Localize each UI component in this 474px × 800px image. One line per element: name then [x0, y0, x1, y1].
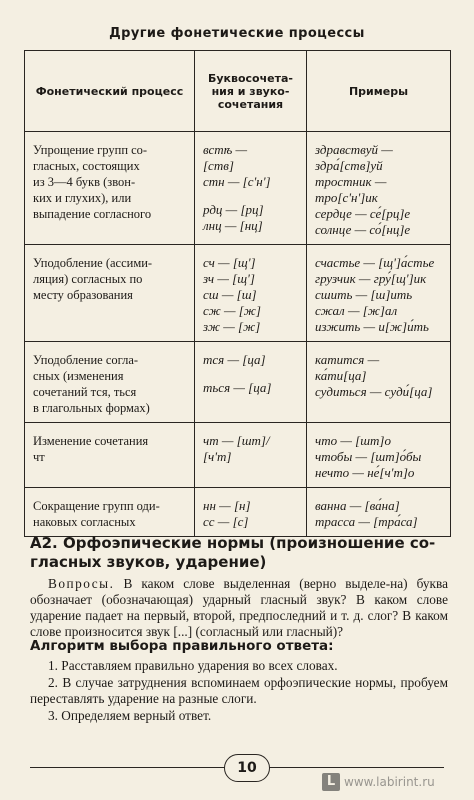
example-line: изжить — и[ж]и́ть	[315, 319, 429, 334]
algorithm-steps	[30, 658, 448, 724]
process-cell	[25, 132, 195, 245]
watermark-logo-icon: L	[322, 773, 340, 791]
watermark	[322, 770, 435, 794]
process-line: сных (изменения	[33, 369, 124, 383]
example-line: здра́[ств]уй	[315, 158, 383, 173]
process-line: сочетаний тся, ться	[33, 385, 137, 399]
header-combos: Буквосочета-ния и звуко-сочетания	[195, 51, 307, 132]
process-line: выпадение согласного	[33, 207, 152, 221]
process-line: ляция) согласных по	[33, 272, 143, 286]
header-process: Фонетический процесс	[25, 51, 195, 132]
table-row	[25, 245, 451, 342]
example-line: тростник —	[315, 174, 387, 189]
example-line: чтобы — [шт]о́бы	[315, 449, 422, 464]
example-line: ванна — [ва́на]	[315, 498, 400, 513]
table-title: Другие фонетические процессы	[109, 26, 365, 41]
combo-line: сж — [ж]	[203, 303, 261, 318]
process-cell	[25, 245, 195, 342]
example-line: сердце — се́[рц]е	[315, 206, 411, 221]
combo-line: [ч'т]	[203, 449, 232, 464]
table-row	[25, 132, 451, 245]
table-row	[25, 423, 451, 488]
combo-line: зж — [ж]	[203, 319, 261, 334]
process-line: Уподобление согла-	[33, 353, 139, 367]
process-cell	[25, 488, 195, 537]
combo-line: ться — [ца]	[203, 380, 272, 395]
combo-line: нн — [н]	[203, 498, 251, 513]
combo-line: [ств]	[203, 158, 234, 173]
example-line: здравствуй —	[315, 142, 393, 157]
combo-line: сс — [с]	[203, 514, 249, 529]
examples-cell	[307, 245, 451, 342]
section-a2-title: А2. Орфоэпические нормы (произношение со-гласных звуков, ударение)	[30, 534, 436, 571]
combo-line: рдц — [рц]	[203, 202, 264, 217]
process-line: месту образования	[33, 288, 133, 302]
algorithm-step: 3. Определяем верный ответ.	[48, 707, 212, 723]
watermark-text: www.labirint.ru	[344, 775, 435, 789]
example-line: ка́ти[ца]	[315, 368, 367, 383]
header-examples: Примеры	[307, 51, 451, 132]
process-line: Упрощение групп со-	[33, 143, 148, 157]
example-line: грузчик — гру́[щ']ик	[315, 271, 427, 286]
combos-cell	[195, 423, 307, 488]
example-line: нечто — не́[ч'т]о	[315, 465, 415, 480]
process-line: наковых согласных	[33, 515, 136, 529]
process-line: гласных, состоящих	[33, 159, 140, 173]
process-cell	[25, 423, 195, 488]
examples-cell	[307, 132, 451, 245]
example-line: что — [шт]о	[315, 433, 391, 448]
table-row	[25, 488, 451, 537]
table-header-row	[25, 51, 451, 132]
process-line: Сокращение групп оди-	[33, 499, 160, 513]
algorithm-step: 1. Расставляем правильно ударения во всех словах.	[48, 658, 338, 673]
combos-cell	[195, 132, 307, 245]
example-line: сшить — [ш]ить	[315, 287, 413, 302]
questions-paragraph	[30, 576, 448, 640]
combo-line: сч — [щ']	[203, 255, 256, 270]
questions-label: Вопросы.	[48, 576, 115, 591]
combo-line: зч — [щ']	[203, 271, 255, 286]
example-line: судиться — суди́[ца]	[315, 384, 433, 399]
examples-cell	[307, 342, 451, 423]
combo-line: встѣ —	[203, 142, 248, 157]
process-line: ких и глухих), или	[33, 191, 132, 205]
process-line: Изменение сочетания	[33, 434, 149, 448]
algorithm-title: Алгоритм выбора правильного ответа:	[30, 638, 334, 654]
process-line: Уподобление (ассими-	[33, 256, 153, 270]
example-line: тро[с'н']ик	[315, 190, 378, 205]
process-line: чт	[33, 450, 45, 464]
combos-cell	[195, 488, 307, 537]
page-number: 10	[224, 754, 270, 782]
combo-line: лнц — [нц]	[203, 218, 263, 233]
process-cell	[25, 342, 195, 423]
phonetic-processes-table	[24, 50, 451, 537]
combo-line: тся — [ца]	[203, 352, 266, 367]
example-line: сжал — [ж]ал	[315, 303, 398, 318]
combo-line: стн — [с'н']	[203, 174, 271, 189]
combo-line	[203, 190, 300, 202]
example-line: солнце — со́[нц]е	[315, 222, 411, 237]
algorithm-step: 2. В случае затруднения вспоминаем орфоэпические нормы, пробуем переставлять ударение на разные слоги.	[30, 674, 448, 706]
process-line: из 3—4 букв (звон-	[33, 175, 136, 189]
example-line: катится —	[315, 352, 380, 367]
combos-cell	[195, 245, 307, 342]
combo-line	[203, 368, 300, 380]
combo-line: сш — [ш]	[203, 287, 257, 302]
example-line: счастье — [щ']а́стье	[315, 255, 435, 270]
examples-cell	[307, 423, 451, 488]
table-row	[25, 342, 451, 423]
examples-cell	[307, 488, 451, 537]
combo-line: чт — [шт]/	[203, 433, 270, 448]
example-line: трасса — [тра́са]	[315, 514, 418, 529]
process-line: в глагольных формах)	[33, 401, 150, 415]
combos-cell	[195, 342, 307, 423]
questions-text: В каком слове выделенная (верно выделе-на) буква обозначает (обозначающая) ударный гласный звук? В каком слове ударение падает на первый, второй, предпоследний и т. д. слог? В каком слове произносится звук [...] (согласный или гласный)?	[30, 576, 448, 639]
